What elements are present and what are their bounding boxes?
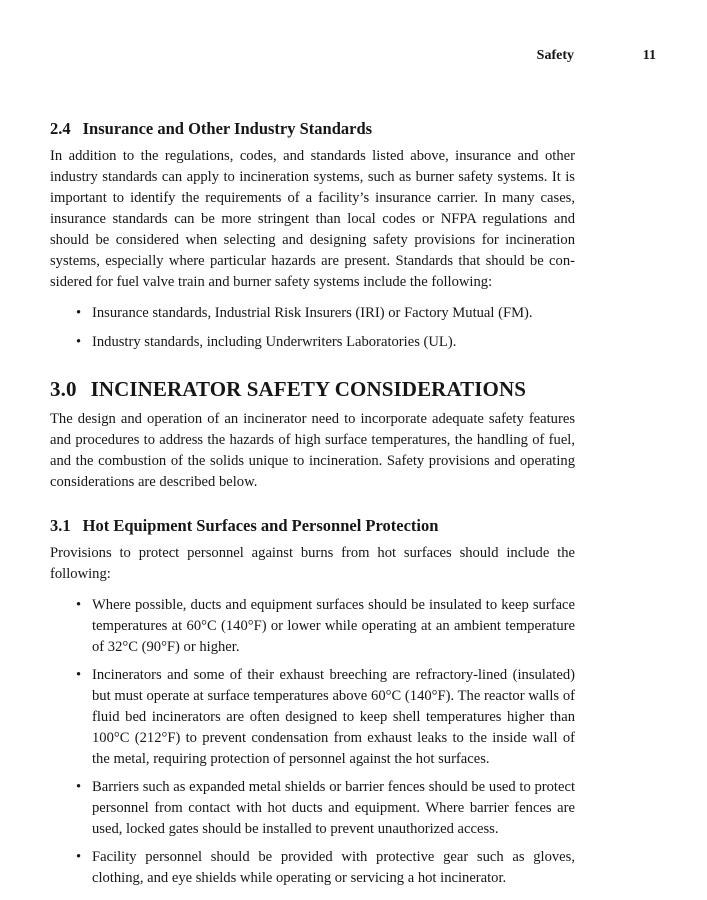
section-3-1 bbox=[50, 515, 575, 889]
section-2-4-paragraph: In addition to the regulations, codes, and standards listed above, insurance and other industry standards can apply to incineration systems, such as burner safety systems. It is important to identify the requirements of a facility’s insurance carrier. In many cases, insurance standards can be more stringent than local codes or NFPA regulations and should be considered when selecting and designing safety provisions for incineration systems, especially where particular hazards are present. Standards that should be considered for fuel valve train and burner safety systems include the following: bbox=[50, 148, 575, 290]
section-3-1-title: Hot Equipment Surfaces and Personnel Protection bbox=[82, 516, 439, 535]
list-item-text: Facility personnel should be provided with protective gear such as gloves, clothing, and eye shields while operating or servicing a hot incinerator. bbox=[92, 849, 575, 886]
list-item bbox=[50, 777, 575, 840]
bullet-icon: • bbox=[76, 305, 82, 321]
bullet-icon: • bbox=[76, 597, 82, 613]
section-2-4-number: 2.4 bbox=[50, 119, 71, 138]
section-3-0-paragraph: The design and operation of an incinerator need to incorporate adequate safety features and procedures to address the hazards of high surface temperatures, the handling of fuel, and the combustion of the solids unique to incineration. Safety provisions and operating considerations are described below. bbox=[50, 411, 575, 490]
section-2-4-bullet-list bbox=[50, 303, 575, 353]
list-item bbox=[50, 847, 575, 889]
list-item-text: Barriers such as expanded metal shields or barrier fences should be used to protect personnel from contact with hot ducts and equipment. Where barrier fences are used, locked gates should be installed to prevent unauthorized access. bbox=[92, 779, 575, 837]
list-item bbox=[50, 665, 575, 770]
section-3-1-number: 3.1 bbox=[50, 516, 71, 535]
bullet-icon: • bbox=[76, 334, 82, 350]
list-item bbox=[50, 595, 575, 658]
list-item-text: Industry standards, including Underwriters Laboratories (UL). bbox=[92, 334, 457, 350]
list-item bbox=[50, 332, 575, 353]
section-2-4-heading bbox=[50, 118, 575, 140]
section-2-4-title: Insurance and Other Industry Standards bbox=[82, 119, 373, 138]
section-3-0-number: 3.0 bbox=[50, 377, 77, 401]
section-3-0-title: INCINERATOR SAFETY CONSIDERATIONS bbox=[90, 377, 527, 401]
list-item bbox=[50, 303, 575, 324]
section-3-1-paragraph: Provisions to protect personnel against burns from hot surfaces should include the following: bbox=[50, 545, 575, 582]
running-header bbox=[0, 48, 707, 68]
bullet-icon: • bbox=[76, 667, 82, 683]
list-item-text: Where possible, ducts and equipment surfaces should be insulated to keep surface temperatures at 60°C (140°F) or lower while operating at an ambient temperature of 32°C (90°F) or higher. bbox=[92, 597, 575, 655]
section-3-0-heading bbox=[50, 375, 575, 403]
bullet-icon: • bbox=[76, 779, 82, 795]
page-body bbox=[50, 118, 575, 889]
section-3-1-heading bbox=[50, 515, 575, 537]
list-item-text: Incinerators and some of their exhaust breeching are refractory-lined (insulated) but must operate at surface temperatures above 60°C (140°F). The reactor walls of fluid bed incinerators are often designed to keep shell temperatures higher than 100°C (212°F) to prevent condensation from exhaust leaks to the inside wall of the metal, requiring protection of personnel against the hot surfaces. bbox=[92, 667, 575, 767]
section-3-1-bullet-list bbox=[50, 595, 575, 889]
bullet-icon: • bbox=[76, 849, 82, 865]
page-number: 11 bbox=[642, 48, 656, 63]
section-2-4 bbox=[50, 118, 575, 353]
running-header-section: Safety bbox=[536, 48, 574, 63]
list-item-text: Insurance standards, Industrial Risk Insurers (IRI) or Factory Mutual (FM). bbox=[92, 305, 533, 321]
section-3-0 bbox=[50, 375, 575, 493]
